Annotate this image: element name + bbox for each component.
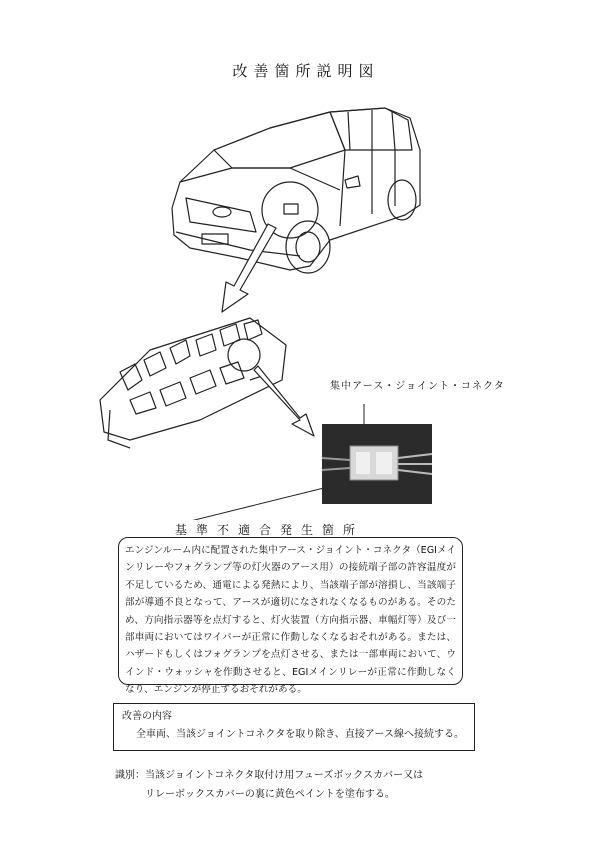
defect-description: エンジンルーム内に配置された集中アース・ジョイント・コネクタ（EGIメインリレーやフォグランプ等の灯火器のアース用）の接続端子部の許容温度が不足しているため、通電による発熱により、当該端子部が溶損し、当該端子部が導通不良となって、アースが適切になされなくなるものがある。そのため、方向指示器等を点灯すると、灯火装置（方向指示器、車幅灯等）及び一部車両においてはワイパーが正常に作動しなくなるおそれがある。または、ハザードもしくはフォグランプを点灯させる、または一部車両において、ウインド・ウォッシャを作動させると、EGIメインリレーが正常に作動しなくなり、エンジンが停止するおそれがある。: [125, 545, 456, 696]
identification-line-2: リレーボックスカバーの裏に黄色ペイントを塗布する。: [145, 789, 395, 800]
connector-photo: [322, 424, 432, 504]
page-title: 改善箇所説明図: [232, 62, 380, 80]
defect-description-box: [118, 537, 463, 696]
remedy-box: [113, 703, 475, 751]
identification-note: [115, 766, 423, 804]
remedy-heading: 改善の内容: [122, 711, 172, 722]
defect-heading: 基準不適合発生箇所: [175, 523, 365, 537]
identification-line-1: 識別：当該ジョイントコネクタ取付け用フューズボックスカバー又は: [115, 770, 424, 781]
remedy-description: 全車両、当該ジョイントコネクタを取り除き、直接アース線へ接続する。: [136, 729, 464, 740]
connector-label: 集中アース・ジョイント・コネクタ: [330, 381, 505, 392]
